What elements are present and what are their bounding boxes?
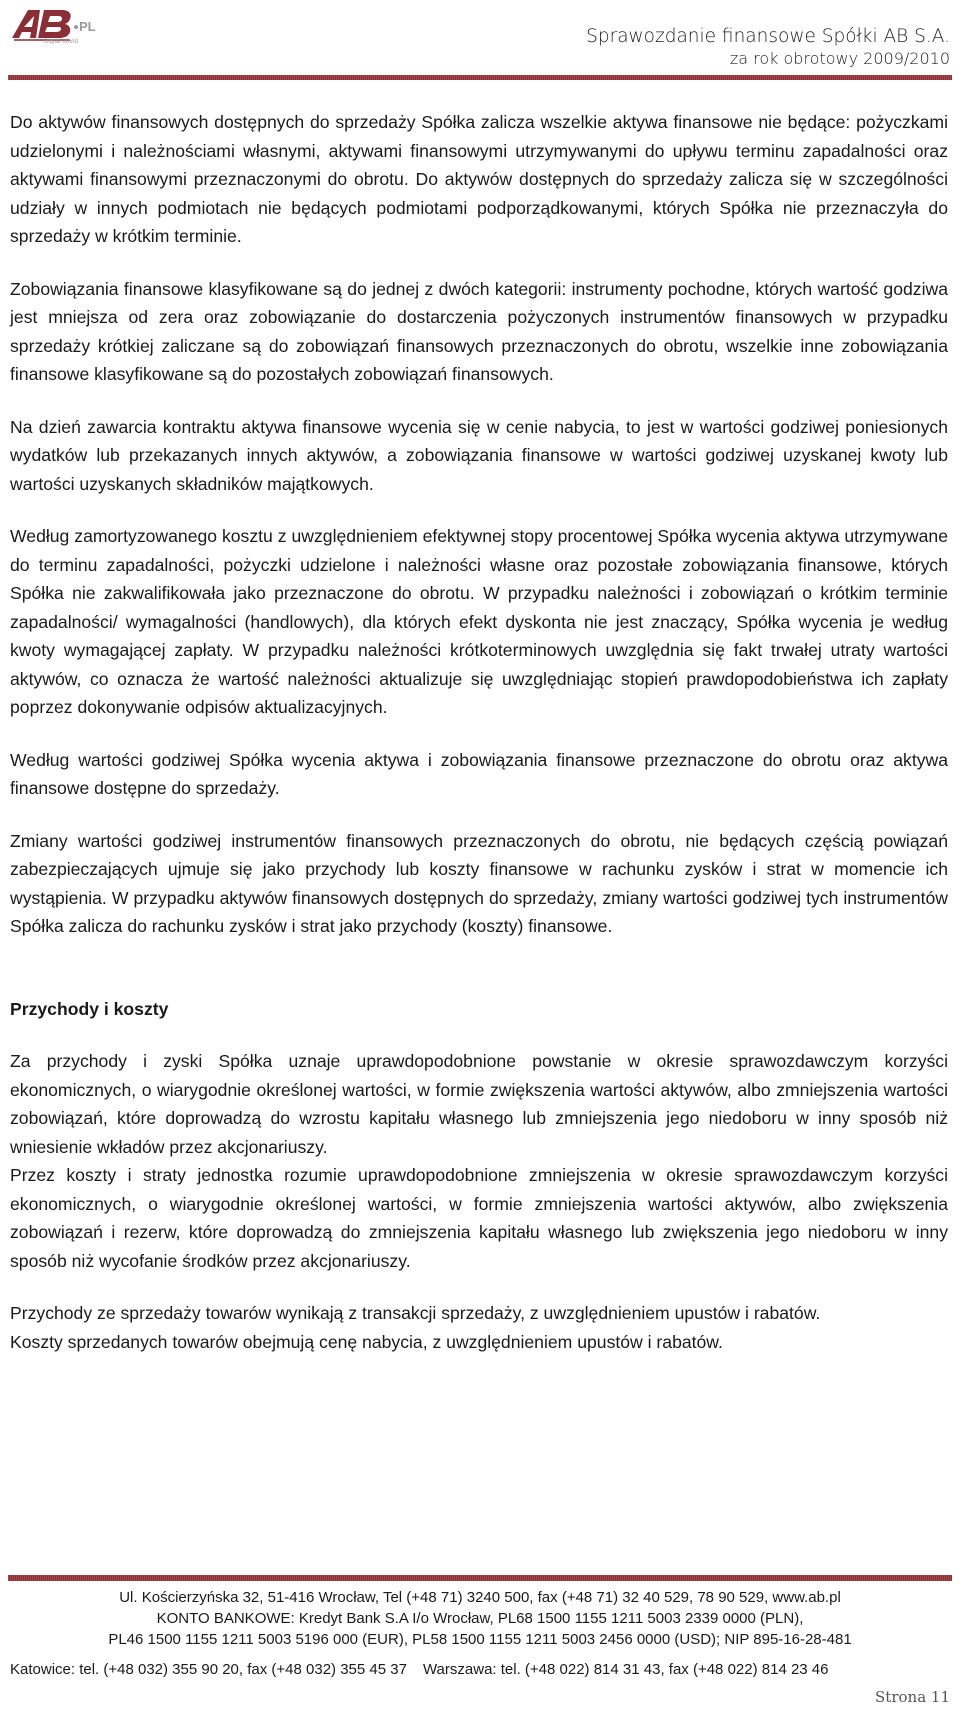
- report-title-block: [586, 26, 950, 70]
- paragraph-fair-value: Według wartości godziwej Spółka wycenia aktywa i zobowiązania finansowe przeznaczone do obrotu oraz aktywa finansowe dostępne do sprzedaży.: [10, 749, 948, 798]
- paragraph-fair-value-changes: Zmiany wartości godziwej instrumentów finansowych przeznaczonych do obrotu, nie będących częścią powiązań zabezpieczających ujmuje się jako przychody lub koszty finansowe w rachunku zysków i strat w momencie ich wystąpienia. W przypadku aktywów finansowych dostępnych do sprzedaży, zmiany wartości godziwej tych instrumentów Spółka zalicza do rachunku zysków i strat jako przychody (koszty) finansowe.: [10, 830, 948, 936]
- svg-text:Digital World: Digital World: [44, 39, 78, 44]
- paragraph-cost-definition: Przez koszty i straty jednostka rozumie uprawdopodobnione zmniejszenia w okresie sprawozdawczym korzyści ekonomicznych, o wiarygodnie określonej wartości, w formie zmniejszenia wartości aktywów, albo zwiększenia zobowiązań i rezerw, które doprowadzą do zmniejszenia kapitału własnego lub zwiększenia jego niedoboru w inny sposób niż wycofanie środków przez akcjonariuszy.: [10, 1165, 948, 1271]
- report-title: Sprawozdanie finansowe Spółki AB S.A.: [586, 26, 950, 47]
- page-header: [0, 0, 960, 86]
- paragraph-amortised-cost: Według zamortyzowanego kosztu z uwzględnieniem efektywnej stopy procentowej Spółka wycenia aktywa utrzymywane do terminu zapadalności, pożyczki udzielone i należności własne oraz pozostałe zobowiązania finansowe, których Spółka nie zakwalifikowała jako przeznaczone do obrotu. W przypadku należności i zobowiązań o krótkim terminie zapadalności/ wymagalności (handlowych), dla których efekt dyskonta nie jest znaczący, Spółka wycenia je według kwoty wymagającej zapłaty. W przypadku należności krótkoterminowych uwzględnia się fakt trwałej utraty wartości aktywów, co oznacza że wartość należności aktualizuje się uwzględniając stopień prawdopodobieństwa ich zapłaty poprzez dokonywanie odpisów aktualizacyjnych.: [10, 526, 948, 717]
- footer-warszawa: Warszawa: tel. (+48 022) 814 31 43, fax (+48 022) 814 23 46: [422, 1661, 829, 1678]
- footer-divider: [8, 1575, 952, 1581]
- page-number: Strona 11: [875, 1688, 950, 1706]
- page-footer: [0, 1587, 960, 1650]
- paragraph-initial-measurement: Na dzień zawarcia kontraktu aktywa finansowe wycenia się w cenie nabycia, to jest w wartości godziwej poniesionych wydatków lub przekazanych innych aktywów, a zobowiązania finansowe w wartości godziwej uzyskanej kwoty lub wartości uzyskanych składników majątkowych.: [10, 416, 948, 494]
- footer-address: Ul. Kościerzyńska 32, 51-416 Wrocław, Tel (+48 71) 3240 500, fax (+48 71) 32 40 529, 78 90 529, www.ab.pl: [119, 1589, 841, 1606]
- paragraph-revenue-definition: Za przychody i zyski Spółka uznaje uprawdopodobnione powstanie w okresie sprawozdawczym korzyści ekonomicznych, o wiarygodnie określonej wartości, w formie zwiększenia wartości aktywów, albo zmniejszenia wartości zobowiązań, które doprowadzą do wzrostu kapitału własnego lub zmniejszenia jego niedoboru w inny sposób niż wniesienie wkładów przez akcjonariuszy.: [10, 1051, 948, 1157]
- report-period: za rok obrotowy 2009/2010: [729, 49, 950, 68]
- footer-branches: [10, 1660, 829, 1680]
- header-divider: [8, 75, 952, 80]
- paragraph-financial-liabilities: Zobowiązania finansowe klasyfikowane są do jednej z dwóch kategorii: instrumenty pochodne, których wartość godziwa jest mniejsza od zera oraz zobowiązanie do dostarczenia pożyczonych instrumentów finansowych w przypadku sprzedaży krótkiej zaliczane są do zobowiązań finansowych przeznaczonych do obrotu, wszelkie inne zobowiązania finansowe klasyfikowane są do pozostałych zobowiązań finansowych.: [10, 278, 948, 384]
- footer-accounts: PL46 1500 1155 1211 5003 5196 000 (EUR), PL58 1500 1155 1211 5003 2456 0000 (USD); NIP 895-16-28-481: [108, 1631, 852, 1648]
- footer-bank: KONTO BANKOWE: Kredyt Bank S.A I/o Wrocław, PL68 1500 1155 1211 5003 2339 0000 (PLN),: [156, 1610, 804, 1627]
- paragraph-available-for-sale: Do aktywów finansowych dostępnych do sprzedaży Spółka zalicza wszelkie aktywa finansowe nie będące: pożyczkami udzielonymi i należnościami własnymi, aktywami finansowymi utrzymywanymi do upływu terminu zapadalności oraz aktywami finansowymi przeznaczonymi do obrotu. Do aktywów dostępnych do sprzedaży zalicza się w szczególności udziały w innych podmiotach nie będących podmiotami podporządkowanymi, których Spółka nie przeznaczyła do sprzedaży w krótkim terminie.: [10, 112, 948, 246]
- paragraph-sales-revenue: Przychody ze sprzedaży towarów wynikają z transakcji sprzedaży, z uwzględnieniem upustów i rabatów.: [10, 1303, 821, 1323]
- document-body: [10, 108, 948, 1356]
- section-heading-revenue-costs: Przychody i koszty: [10, 998, 169, 1019]
- footer-katowice: Katowice: tel. (+48 032) 355 90 20, fax (+48 032) 355 45 37: [10, 1661, 407, 1678]
- ab-logo: [10, 4, 125, 44]
- svg-text:PL: PL: [79, 19, 96, 34]
- paragraph-cost-of-goods: Koszty sprzedanych towarów obejmują cenę nabycia, z uwzględnieniem upustów i rabatów.: [10, 1331, 723, 1352]
